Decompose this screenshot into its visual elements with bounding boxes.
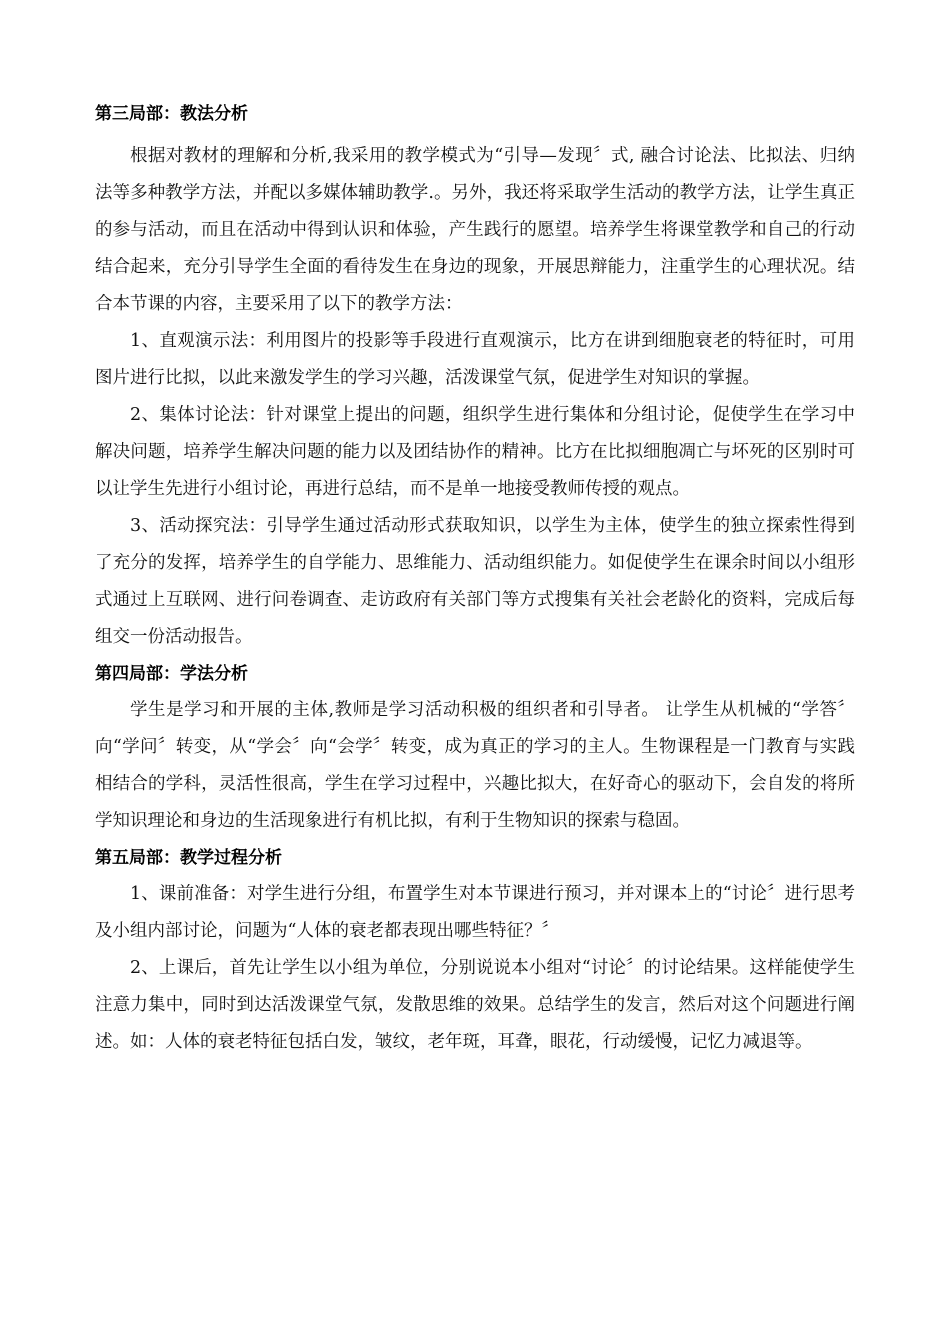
- section-heading-learning-method: 第四局部：学法分析: [95, 664, 248, 684]
- paragraph: 2、上课后，首先让学生以小组为单位，分别说说本小组对“讨论〞的讨论结果。这样能使学生注意力集中，同时到达活泼课堂气氛，发散思维的效果。总结学生的发言，然后对这个问题进行阐述。如：人体的衰老特征包括白发，皱纹，老年斑，耳聋，眼花，行动缓慢，记忆力减退等。: [95, 958, 855, 1052]
- section-heading-teaching-method: 第三局部：教法分析: [95, 104, 248, 124]
- paragraph: 1、课前准备：对学生进行分组，布置学生对本节课进行预习，并对课本上的“讨论〞进行思考及小组内部讨论，问题为“人体的衰老都表现出哪些特征？〞: [95, 884, 855, 941]
- paragraph: 学生是学习和开展的主体,教师是学习活动积极的组织者和引导者。 让学生从机械的“学答〞向“学问〞转变，从“学会〞向“会学〞转变，成为真正的学习的主人。生物课程是一门教育与实践相结合的学科，灵活性很高，学生在学习过程中，兴趣比拟大，在好奇心的驱动下，会自发的将所学知识理论和身边的生活现象进行有机比拟，有利于生物知识的探索与稳固。: [95, 700, 855, 831]
- section-heading-teaching-process: 第五局部：教学过程分析: [95, 848, 282, 868]
- paragraph: 1、直观演示法：利用图片的投影等手段进行直观演示，比方在讲到细胞衰老的特征时，可用图片进行比拟，以此来激发学生的学习兴趣，活泼课堂气氛，促进学生对知识的掌握。: [95, 331, 855, 388]
- paragraph: 3、活动探究法：引导学生通过活动形式获取知识，以学生为主体，使学生的独立探索性得到了充分的发挥，培养学生的自学能力、思维能力、活动组织能力。如促使学生在课余时间以小组形式通过上互联网、进行问卷调查、走访政府有关部门等方式搜集有关社会老龄化的资料，完成后每组交一份活动报告。: [95, 516, 855, 647]
- paragraph: 2、集体讨论法：针对课堂上提出的问题，组织学生进行集体和分组讨论，促使学生在学习中解决问题，培养学生解决问题的能力以及团结协作的精神。比方在比拟细胞凋亡与坏死的区别时可以让学生先进行小组讨论，再进行总结，而不是单一地接受教师传授的观点。: [95, 405, 855, 499]
- paragraph: 根据对教材的理解和分析,我采用的教学模式为“引导—发现〞式, 融合讨论法、比拟法、归纳法等多种教学方法，并配以多媒体辅助教学.。另外，我还将采取学生活动的教学方法，让学生真正的参与活动，而且在活动中得到认识和体验，产生践行的愿望。培养学生将课堂教学和自己的行动结合起来，充分引导学生全面的看待发生在身边的现象，开展思辩能力，注重学生的心理状况。结合本节课的内容，主要采用了以下的教学方法：: [95, 146, 855, 314]
- document-body: [95, 96, 855, 1061]
